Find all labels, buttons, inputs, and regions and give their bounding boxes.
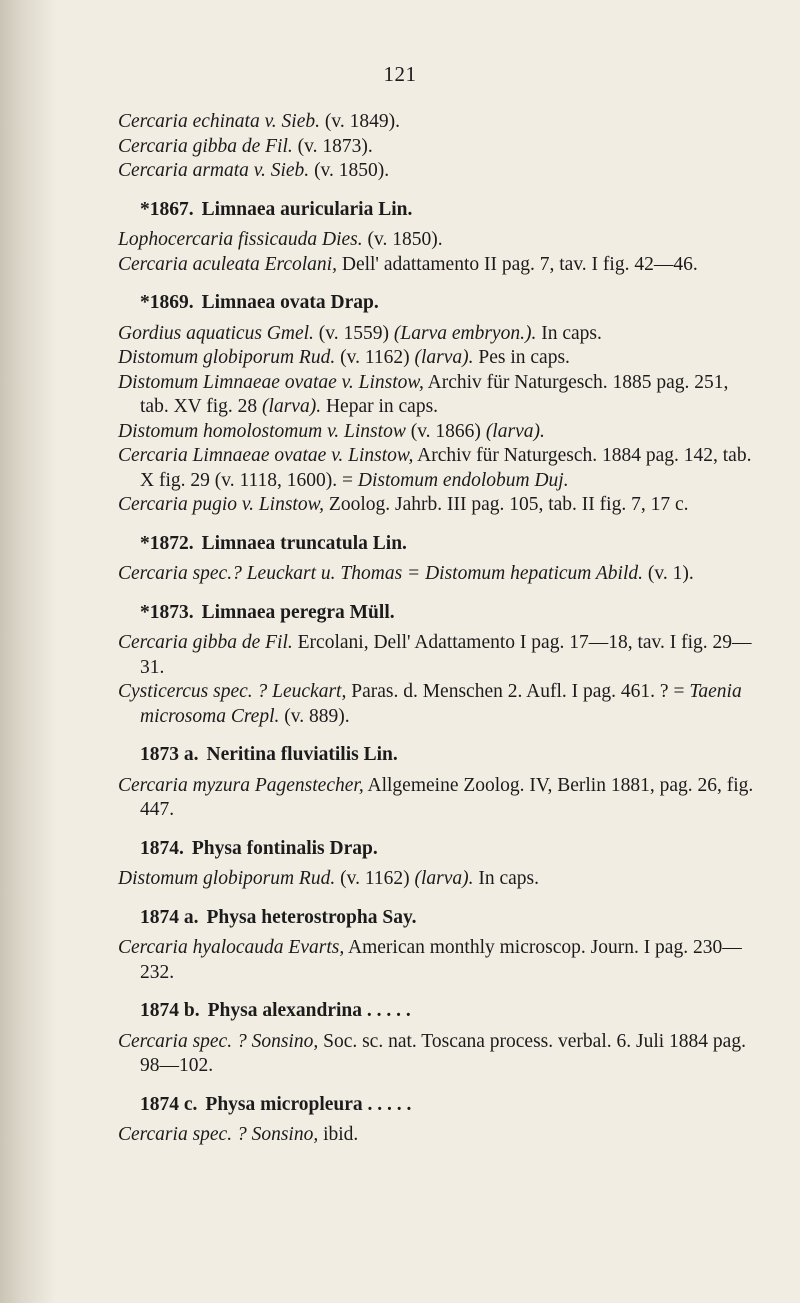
citation-text: Ercolani, Dell' Adattamento I pag. 17—18, tav. I fig. 29—31.	[140, 632, 752, 678]
species-name: Physa alexandrina . . . . .	[207, 1000, 411, 1021]
citation-text: American monthly microscop. Journ. I pag. 230—232.	[140, 937, 742, 983]
citation-text: Dell' adattamento II pag. 7, tav. I fig. 42—46.	[336, 253, 698, 275]
species-number: 1873 a.	[140, 744, 199, 765]
parasite-entry	[118, 562, 758, 587]
parasite-entry	[118, 680, 758, 729]
parasite-entry	[118, 346, 758, 371]
species-name: Limnaea truncatula Lin.	[201, 532, 407, 554]
host-species-heading	[140, 906, 758, 931]
species-name: Physa micropleura . . . . .	[205, 1093, 412, 1115]
taxon-name: Cercaria myzura Pagenstecher,	[118, 774, 364, 796]
host-species-heading	[140, 837, 758, 862]
species-name: Neritina fluviatilis Lin.	[206, 744, 398, 765]
taxon-name: Cercaria echinata v. Sieb.	[118, 111, 320, 132]
species-name: Physa fontinalis Drap.	[191, 837, 378, 859]
parasite-entry	[118, 1030, 758, 1079]
page-edge-shadow	[0, 0, 56, 1303]
citation-text: In caps.	[473, 868, 540, 889]
parasite-entry	[118, 493, 758, 518]
taxon-name: Cercaria aculeata Ercolani,	[118, 253, 337, 275]
taxon-name: Distomum Limnaeae ovatae v. Linstow,	[118, 371, 424, 393]
taxon-name: Cercaria spec. ? Sonsino,	[118, 1030, 319, 1052]
citation-text: (v. 1559)	[313, 322, 394, 344]
parasite-entry	[118, 774, 758, 823]
species-number: 1874.	[140, 837, 184, 859]
taxon-name: Cercaria hyalocauda Evarts,	[118, 937, 345, 958]
species-number: *1872.	[140, 532, 194, 554]
citation-text: (v. 1850).	[362, 229, 443, 250]
citation-text: (v. 1866)	[405, 420, 486, 442]
citation-text: (v. 1873).	[292, 135, 373, 157]
taxon-name: Cercaria armata v. Sieb.	[118, 160, 310, 181]
host-species-heading	[140, 601, 758, 626]
parasite-entry	[118, 444, 758, 493]
citation-text: Hepar in caps.	[321, 396, 439, 417]
citation-text: (v. 1162)	[335, 347, 415, 368]
parasite-entry	[118, 253, 758, 278]
citation-text: (v. 1).	[643, 563, 694, 584]
taxon-name: Cysticercus spec. ? Leuckart,	[118, 681, 347, 702]
taxon-name: (larva).	[262, 396, 322, 417]
citation-text: Archiv für Naturgesch. 1885 pag. 251, tab. XV fig. 28	[140, 371, 729, 417]
page-number: 121	[383, 62, 417, 86]
taxon-name: Taenia microsoma Crepl.	[140, 681, 742, 727]
parasite-entry	[118, 135, 758, 160]
species-number: 1874 c.	[140, 1093, 198, 1115]
taxon-name: Cercaria gibba de Fil.	[118, 632, 293, 653]
taxon-name: Gordius aquaticus Gmel.	[118, 322, 314, 344]
taxon-name: Lophocercaria fissicauda Dies.	[118, 229, 363, 250]
species-name: Physa heterostropha Say.	[206, 906, 417, 928]
citation-text: (v. 1850).	[309, 160, 390, 181]
taxon-name: Cercaria gibba de Fil.	[118, 135, 293, 157]
catalog-text	[118, 110, 758, 1148]
host-species-heading	[140, 1093, 758, 1118]
citation-text: (v. 1849).	[320, 111, 400, 132]
taxon-name: Distomum endolobum Duj.	[357, 469, 569, 491]
parasite-entry	[118, 631, 758, 680]
host-species-heading	[140, 198, 758, 223]
citation-text: (v. 889).	[279, 705, 350, 727]
taxon-name: (Larva embryon.).	[393, 322, 537, 344]
taxon-name: Cercaria Limnaeae ovatae v. Linstow,	[118, 445, 414, 466]
taxon-name: Cercaria spec. ? Sonsino,	[118, 1124, 319, 1145]
citation-text: ibid.	[318, 1124, 359, 1145]
taxon-name: Distomum globiporum Rud.	[118, 868, 336, 889]
citation-text: In caps.	[536, 322, 602, 344]
taxon-name: (larva).	[414, 347, 474, 368]
parasite-entry	[118, 420, 758, 445]
host-species-heading	[140, 999, 758, 1024]
parasite-entry	[118, 936, 758, 985]
taxon-name: (larva).	[414, 868, 474, 889]
parasite-entry	[118, 1123, 758, 1148]
citation-text: Soc. sc. nat. Toscana process. verbal. 6. Juli 1884 pag. 98—102.	[140, 1030, 746, 1076]
species-number: 1874 b.	[140, 1000, 200, 1021]
species-name: Limnaea auricularia Lin.	[201, 198, 413, 220]
parasite-entry	[118, 159, 758, 184]
host-species-heading	[140, 291, 758, 316]
species-number: *1873.	[140, 601, 194, 623]
taxon-name: Cercaria spec.? Leuckart u. Thomas = Distomum hepaticum Abild.	[118, 563, 643, 584]
taxon-name: Cercaria pugio v. Linstow,	[118, 494, 325, 515]
citation-text: Allgemeine Zoolog. IV, Berlin 1881, pag. 26, fig. 447.	[140, 774, 754, 820]
species-number: *1867.	[140, 198, 194, 220]
taxon-name: Distomum globiporum Rud.	[118, 347, 336, 368]
taxon-name: Distomum homolostomum v. Linstow	[118, 420, 406, 442]
citation-text: Paras. d. Menschen 2. Aufl. I pag. 461. ? =	[346, 681, 690, 702]
citation-text: Archiv für Naturgesch. 1884 pag. 142, tab. X fig. 29 (v. 1118, 1600). =	[140, 445, 752, 491]
citation-text: (v. 1162)	[335, 868, 415, 889]
parasite-entry	[118, 228, 758, 253]
host-species-heading	[140, 743, 758, 768]
parasite-entry	[118, 867, 758, 892]
parasite-entry	[118, 371, 758, 420]
parasite-entry	[118, 322, 758, 347]
species-number: *1869.	[140, 292, 194, 313]
host-species-heading	[140, 532, 758, 557]
species-name: Limnaea peregra Müll.	[201, 601, 395, 623]
citation-text: Zoolog. Jahrb. III pag. 105, tab. II fig. 7, 17 c.	[324, 494, 689, 515]
species-name: Limnaea ovata Drap.	[201, 292, 379, 313]
parasite-entry	[118, 110, 758, 135]
species-number: 1874 a.	[140, 906, 199, 928]
citation-text: Pes in caps.	[473, 347, 570, 368]
taxon-name: (larva).	[485, 420, 545, 442]
